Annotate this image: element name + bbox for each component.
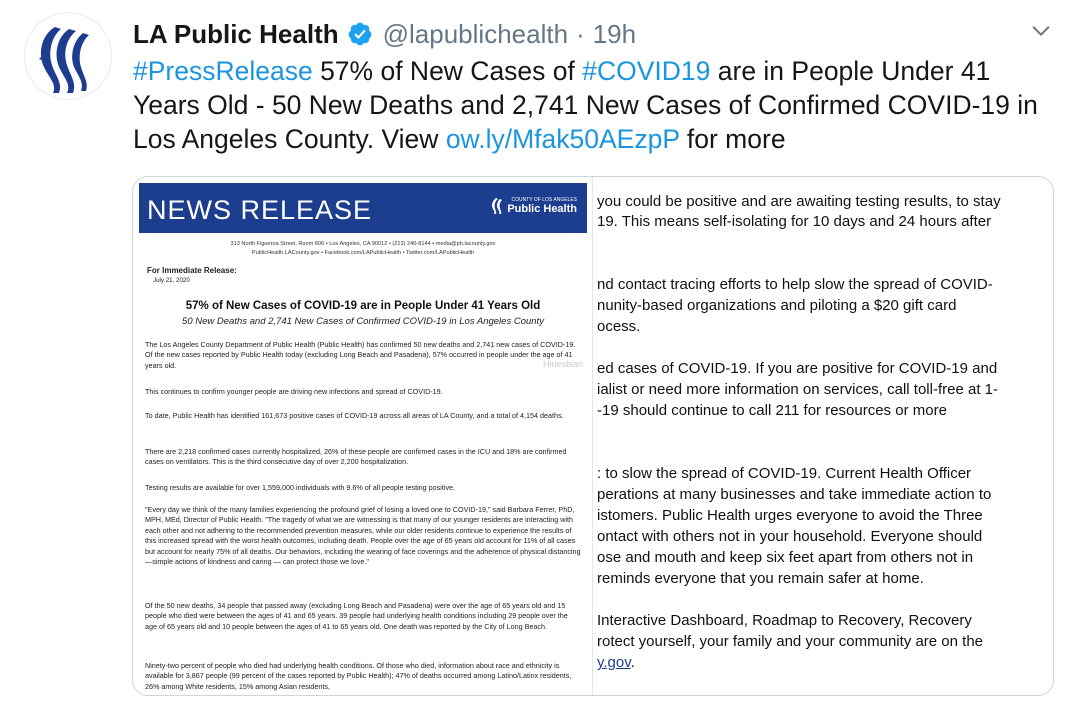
release-paragraph-6: "Every day we think of the many families experiencing the profound grief of losing a loved one to COVID-19," said Barbara Ferrer, PhD, MPH, MEd, Director of Public Health. "The tragedy of what we are witnessing is that many of our younger residents are interacting with each other and not adhering to the recommended prevention measures, while our older residents continue to experience the results of this increased spread with the worst health outcomes, including death. People over the age of 65 years old account for 11% of all cases but account for nearly 75% of all deaths. Our behaviors, including the wearing of face coverings and the adherence of physical distancing —simple actions of kindness and caring — can protect those we love." bbox=[145, 505, 581, 567]
page-text-line: ontact with others not in your household. Everyone should bbox=[597, 528, 983, 545]
tweet-text-part: 57% of New Cases of bbox=[312, 56, 583, 86]
logo-name: Public Health bbox=[507, 203, 577, 215]
page-text-line: istomers. Public Health urges everyone to avoid the Three bbox=[597, 507, 983, 524]
public-health-logo bbox=[490, 197, 577, 215]
page-text-line: ed cases of COVID-19. If you are positive for COVID-19 and bbox=[597, 360, 998, 377]
page-text-line: ocess. bbox=[597, 318, 641, 335]
tweet-link[interactable]: ow.ly/Mfak50AEzpP bbox=[445, 124, 680, 154]
page-text-line: reminds everyone that you remain safer at home. bbox=[597, 570, 924, 587]
release-paragraph-8: Ninety-two percent of people who died had underlying health conditions. Of those who died, information about race and ethnicity is available for 3,867 people (99 percent of the cases reported by Public Health); 47% of deaths occurred among Latino/Latinx residents, 26% among White residents, 15% among Asian residents, bbox=[145, 661, 572, 691]
page-text-line: ose and mouth and keep six feet apart from others not in bbox=[597, 549, 974, 566]
page-text-part: . bbox=[630, 654, 635, 671]
news-release-banner bbox=[139, 183, 587, 233]
release-label: For Immediate Release: bbox=[147, 266, 237, 275]
display-name[interactable]: LA Public Health bbox=[133, 18, 339, 49]
timestamp[interactable]: 19h bbox=[592, 18, 637, 49]
address-line-2: PublicHealth.LACounty.gov • Facebook.com/LAPublicHealth • Twitter.com/LAPublicHealth bbox=[251, 250, 475, 256]
page-text-line: you could be positive and are awaiting testing results, to stay bbox=[597, 193, 1001, 210]
tweet-text-part: for more bbox=[679, 124, 786, 154]
page-text-line bbox=[597, 654, 635, 671]
release-paragraph-3: To date, Public Health has identified 161,673 positive cases of COVID-19 across all areas of LA County, and a total of 4,154 deaths. bbox=[145, 411, 564, 420]
release-paragraph-7: Of the 50 new deaths, 34 people that passed away (excluding Long Beach and Pasadena) were over the age of 65 years old and 15 people who died were between the ages of 41 and 65 years. 39 people had underlying health conditions including 29 people over the age of 65 years old and 10 people between the ages of 41 to 65 years old. One death was reported by the City of Long Beach. bbox=[145, 601, 568, 631]
page-text-line: nunity-based organizations and piloting a $20 gift card bbox=[597, 297, 957, 314]
page-text-line: nd contact tracing efforts to help slow the spread of COVID- bbox=[597, 276, 993, 293]
page-text-line: -19 should continue to call 211 for resources or more bbox=[597, 402, 947, 419]
page-text-line: rotect yourself, your family and your community are on the bbox=[597, 633, 984, 650]
release-paragraph-1: The Los Angeles County Department of Public Health (Public Health) has confirmed 50 new deaths and 2,741 new cases of COVID-19. Of the new cases reported by Public Health today (excluding Long Beach and Pasadena), 57% occurred in people under the age of 41 years old. bbox=[145, 340, 576, 370]
banner-title: NEWS RELEASE bbox=[147, 195, 373, 225]
page-text-line: Interactive Dashboard, Roadmap to Recovery, Recovery bbox=[597, 612, 972, 629]
page-text-line: 19. This means self-isolating for 10 days and 24 hours after bbox=[597, 213, 992, 230]
release-paragraph-2: This continues to confirm younger people are driving new infections and spread of COVID-19. bbox=[145, 387, 443, 396]
tweet-media[interactable] bbox=[132, 176, 1054, 696]
page-text-line: perations at many businesses and take immediate action to bbox=[597, 486, 992, 503]
watermark: Hinesbian bbox=[543, 359, 584, 369]
release-headline: 57% of New Cases of COVID-19 are in People Under 41 Years Old bbox=[185, 300, 541, 312]
release-paragraph-5: Testing results are available for over 1,559,000 individuals with 9.6% of all people testing positive. bbox=[145, 483, 456, 492]
avatar[interactable] bbox=[24, 12, 112, 100]
tweet-header bbox=[133, 14, 636, 54]
profile-faces-icon bbox=[490, 197, 504, 215]
release-paragraph-4: There are 2,218 confirmed cases currently hospitalized, 26% of these people are confirmed cases in the ICU and 18% are confirmed cases on ventilators. This is the third consecutive day of over 2,200 hospitalization. bbox=[145, 447, 567, 467]
page-text-line: : to slow the spread of COVID-19. Current Health Officer bbox=[597, 465, 972, 482]
separator-dot: · bbox=[576, 18, 585, 49]
address-line-1: 313 North Figueroa Street, Room 806 • Los Angeles, CA 90012 • (213) 240-8144 • media@ph.lacounty.gov bbox=[230, 241, 496, 247]
release-date: July 21, 2020 bbox=[153, 277, 190, 284]
hashtag-pressrelease[interactable]: #PressRelease bbox=[133, 56, 313, 86]
verified-badge-icon bbox=[347, 21, 373, 47]
news-release-image[interactable] bbox=[133, 177, 593, 696]
page-text-line: ialist or need more information on services, call toll-free at 1- bbox=[597, 381, 999, 398]
chevron-down-icon[interactable] bbox=[1030, 20, 1052, 42]
logo-county: COUNTY OF LOS ANGELES bbox=[511, 197, 577, 203]
release-subhead: 50 New Deaths and 2,741 New Cases of Confirmed COVID-19 in Los Angeles County bbox=[182, 316, 544, 327]
tweet-text bbox=[133, 54, 1053, 156]
handle[interactable]: @lapublichealth bbox=[382, 18, 569, 49]
tweet-text-part: are in People Under 41 Years Old - 50 New Deaths and 2,741 New Cases of Confirmed COVID-19 in Los Angeles County. View bbox=[133, 56, 1038, 154]
page-link: y.gov bbox=[597, 654, 631, 671]
news-release-page-2[interactable] bbox=[593, 177, 1053, 696]
la-public-health-logo-icon bbox=[25, 13, 112, 100]
hashtag-covid19[interactable]: #COVID19 bbox=[582, 56, 711, 86]
